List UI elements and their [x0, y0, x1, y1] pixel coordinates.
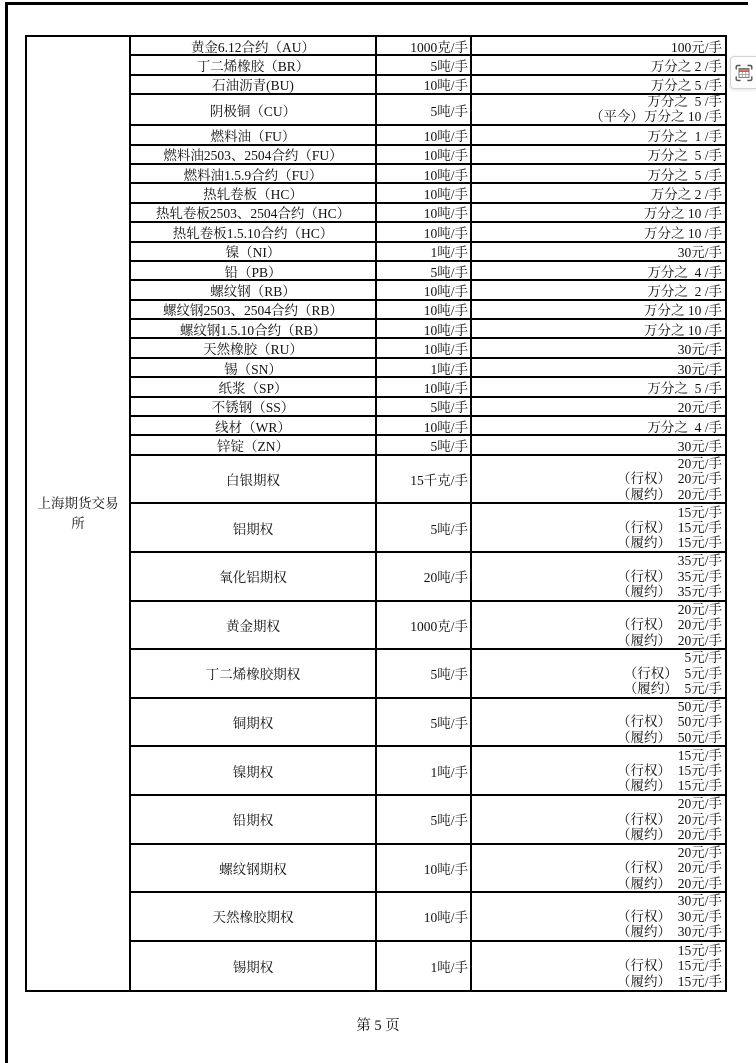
table-row	[131, 95, 725, 126]
fee-line: （履约） 30元/手	[616, 924, 722, 940]
fee-line: 万分之 10 /手	[643, 303, 722, 319]
contract-fee-cell	[472, 76, 725, 93]
contract-size: 10吨/手	[377, 320, 472, 337]
contract-size: 5吨/手	[377, 262, 472, 279]
contract-name: 线材（WR）	[131, 417, 377, 434]
fee-line: 万分之 1 /手	[647, 128, 722, 144]
contract-size: 5吨/手	[377, 796, 472, 843]
contract-size: 5吨/手	[377, 95, 472, 124]
fee-line: 30元/手	[677, 439, 722, 454]
fee-line: （行权） 15元/手	[616, 762, 722, 778]
contract-name: 燃料油2503、2504合约（FU）	[131, 146, 377, 163]
fee-line: （履约） 15元/手	[616, 535, 722, 551]
contract-size: 10吨/手	[377, 378, 472, 395]
contract-size: 20吨/手	[377, 553, 472, 600]
contract-name: 白银期权	[131, 456, 377, 503]
contract-fee-cell	[472, 942, 725, 991]
contract-fee-cell	[472, 602, 725, 649]
contract-name: 铜期权	[131, 699, 377, 746]
fee-line: 30元/手	[677, 361, 722, 377]
contract-fee-cell	[472, 893, 725, 940]
fee-line: 万分之 5 /手	[647, 167, 722, 183]
contract-fee-cell	[472, 243, 725, 260]
fee-line: （行权） 15元/手	[616, 958, 722, 974]
fee-line: （履约） 20元/手	[616, 826, 722, 842]
contract-fee-cell	[472, 359, 725, 376]
table-row	[131, 456, 725, 505]
contract-fee-cell	[472, 56, 725, 73]
fee-line: （履约） 15元/手	[616, 778, 722, 794]
contract-fee-cell	[472, 436, 725, 453]
fee-line: 万分之 10 /手	[643, 206, 722, 222]
fee-line: 15元/手	[677, 747, 722, 763]
table-row	[131, 76, 725, 95]
fee-line: （行权） 20元/手	[616, 617, 722, 633]
contract-fee-cell	[472, 845, 725, 892]
fee-line: （平今）万分之 10 /手	[589, 108, 722, 124]
table-row	[131, 165, 725, 184]
table-row	[131, 602, 725, 651]
contract-name: 镍（NI）	[131, 243, 377, 260]
extract-table-button[interactable]	[730, 56, 756, 89]
exchange-name-cell	[27, 37, 131, 990]
fee-line: 万分之 2 /手	[650, 187, 722, 202]
contract-size: 10吨/手	[377, 281, 472, 298]
contract-name: 天然橡胶（RU）	[131, 339, 377, 356]
contract-fee-cell	[472, 204, 725, 221]
contract-fee-cell	[472, 504, 725, 551]
contract-size: 5吨/手	[377, 699, 472, 746]
contract-size: 5吨/手	[377, 650, 472, 697]
contract-size: 10吨/手	[377, 893, 472, 940]
contract-fee-cell	[472, 417, 725, 434]
fee-line: （行权） 35元/手	[616, 568, 722, 584]
table-row	[131, 942, 725, 991]
fee-line: 万分之 2 /手	[647, 284, 722, 299]
contract-size: 10吨/手	[377, 165, 472, 182]
contract-name: 铅（PB）	[131, 262, 377, 279]
fee-line: （履约） 50元/手	[616, 729, 722, 745]
contract-name: 纸浆（SP）	[131, 378, 377, 395]
contract-fee-cell	[472, 165, 725, 182]
fee-line: （履约） 20元/手	[616, 632, 722, 648]
fee-line: （行权） 5元/手	[623, 665, 722, 681]
contract-fee-cell	[472, 320, 725, 337]
contract-name: 锌锭（ZN）	[131, 436, 377, 453]
table-row	[131, 504, 725, 553]
table-row	[131, 378, 725, 397]
contract-fee-cell	[472, 146, 725, 163]
contract-name: 热轧卷板1.5.10合约（HC）	[131, 223, 377, 240]
fee-line: 万分之 4 /手	[647, 264, 722, 280]
contract-name: 铅期权	[131, 796, 377, 843]
fee-line: 35元/手	[677, 553, 722, 569]
contract-size: 10吨/手	[377, 146, 472, 163]
fee-line: （行权） 15元/手	[616, 520, 722, 535]
contract-fee-cell	[472, 184, 725, 201]
contract-size: 5吨/手	[377, 436, 472, 453]
contract-size: 10吨/手	[377, 76, 472, 93]
contract-size: 1吨/手	[377, 747, 472, 794]
contract-fee-cell	[472, 301, 725, 318]
table-row	[131, 56, 725, 75]
contract-size: 10吨/手	[377, 339, 472, 356]
table-row	[131, 845, 725, 894]
fee-line: 万分之 2 /手	[650, 59, 722, 74]
fee-line: （履约） 35元/手	[616, 584, 722, 599]
contract-size: 5吨/手	[377, 56, 472, 73]
contract-fee-cell	[472, 378, 725, 395]
contract-name: 黄金6.12合约（AU）	[131, 37, 377, 54]
contract-name: 丁二烯橡胶（BR）	[131, 56, 377, 73]
page-number: 第 5 页	[356, 1018, 400, 1034]
fee-line: 万分之 5 /手	[647, 95, 722, 110]
contract-name: 丁二烯橡胶期权	[131, 650, 377, 697]
table-row	[131, 796, 725, 845]
fee-line: 万分之 4 /手	[647, 419, 722, 435]
fee-line: （履约） 20元/手	[616, 875, 722, 891]
table-row	[131, 436, 725, 455]
contract-fee-cell	[472, 223, 725, 240]
fee-line: 100元/手	[670, 39, 722, 55]
contract-fee-cell	[472, 339, 725, 356]
contract-name: 螺纹钢1.5.10合约（RB）	[131, 320, 377, 337]
table-row	[131, 417, 725, 436]
contract-size: 1吨/手	[377, 243, 472, 260]
contract-size: 10吨/手	[377, 845, 472, 892]
fee-line: （行权） 50元/手	[616, 714, 722, 730]
fee-line: 20元/手	[677, 456, 722, 471]
table-row	[131, 553, 725, 602]
fee-line: （行权） 20元/手	[616, 471, 722, 487]
table-row	[131, 37, 725, 56]
fee-table-rows	[131, 37, 725, 990]
contract-size: 10吨/手	[377, 126, 472, 143]
fee-line: （履约） 5元/手	[623, 681, 722, 697]
exchange-name: 上海期货交易所	[37, 495, 119, 531]
contract-name: 螺纹钢2503、2504合约（RB）	[131, 301, 377, 318]
contract-name: 铝期权	[131, 504, 377, 551]
contract-name: 热轧卷板（HC）	[131, 184, 377, 201]
table-row	[131, 893, 725, 942]
table-extract-icon	[735, 64, 753, 82]
table-row	[131, 146, 725, 165]
fee-line: 万分之 10 /手	[643, 225, 722, 241]
table-row	[131, 359, 725, 378]
contract-size: 1000克/手	[377, 602, 472, 649]
fee-line: （行权） 20元/手	[616, 860, 722, 876]
contract-size: 1吨/手	[377, 942, 472, 991]
table-row	[131, 339, 725, 358]
contract-name: 天然橡胶期权	[131, 893, 377, 940]
table-row	[131, 301, 725, 320]
contract-size: 10吨/手	[377, 184, 472, 201]
contract-fee-cell	[472, 650, 725, 697]
fee-table	[25, 35, 727, 992]
table-row	[131, 747, 725, 796]
contract-size: 10吨/手	[377, 204, 472, 221]
table-row	[131, 243, 725, 262]
contract-name: 石油沥青(BU)	[131, 76, 377, 93]
table-row	[131, 398, 725, 417]
contract-name: 不锈钢（SS）	[131, 398, 377, 415]
contract-fee-cell	[472, 126, 725, 143]
contract-size: 10吨/手	[377, 417, 472, 434]
contract-size: 5吨/手	[377, 398, 472, 415]
contract-name: 阴极铜（CU）	[131, 95, 377, 124]
contract-fee-cell	[472, 699, 725, 746]
contract-fee-cell	[472, 398, 725, 415]
contract-fee-cell	[472, 262, 725, 279]
contract-fee-cell	[472, 281, 725, 298]
contract-name: 氧化铝期权	[131, 553, 377, 600]
contract-size: 15千克/手	[377, 456, 472, 503]
table-row	[131, 204, 725, 223]
page-border-left	[5, 2, 8, 1063]
fee-line: 万分之 5 /手	[650, 78, 722, 94]
contract-name: 螺纹钢（RB）	[131, 281, 377, 298]
table-row	[131, 262, 725, 281]
table-row	[131, 126, 725, 145]
fee-line: 20元/手	[677, 400, 722, 416]
contract-fee-cell	[472, 796, 725, 843]
fee-line: 30元/手	[677, 245, 722, 260]
fee-line: 15元/手	[677, 504, 722, 520]
table-row	[131, 699, 725, 748]
contract-name: 螺纹钢期权	[131, 845, 377, 892]
table-row	[131, 320, 725, 339]
fee-line: 50元/手	[677, 698, 722, 714]
contract-fee-cell	[472, 37, 725, 54]
contract-fee-cell	[472, 553, 725, 600]
table-row	[131, 650, 725, 699]
contract-size: 5吨/手	[377, 504, 472, 551]
contract-name: 燃料油1.5.9合约（FU）	[131, 165, 377, 182]
fee-line: （行权） 30元/手	[616, 908, 722, 924]
page-border-top	[5, 2, 748, 5]
contract-size: 1吨/手	[377, 359, 472, 376]
fee-line: 30元/手	[677, 342, 722, 357]
contract-size: 10吨/手	[377, 223, 472, 240]
fee-line: 20元/手	[677, 601, 722, 617]
contract-size: 10吨/手	[377, 301, 472, 318]
fee-line: （履约） 15元/手	[616, 973, 722, 989]
contract-fee-cell	[472, 747, 725, 794]
contract-fee-cell	[472, 456, 725, 503]
fee-line: 15元/手	[677, 942, 722, 958]
contract-name: 热轧卷板2503、2504合约（HC）	[131, 204, 377, 221]
contract-name: 锡（SN）	[131, 359, 377, 376]
fee-line: （行权） 20元/手	[616, 811, 722, 827]
fee-line: （履约） 20元/手	[616, 486, 722, 502]
fee-line: 万分之 5 /手	[647, 380, 722, 396]
contract-name: 镍期权	[131, 747, 377, 794]
contract-size: 1000克/手	[377, 37, 472, 54]
table-row	[131, 184, 725, 203]
table-row	[131, 223, 725, 242]
fee-line: 20元/手	[677, 844, 722, 860]
fee-line: 万分之 5 /手	[647, 148, 722, 163]
fee-line: 30元/手	[677, 893, 722, 909]
contract-name: 黄金期权	[131, 602, 377, 649]
fee-line: 5元/手	[684, 650, 722, 666]
table-row	[131, 281, 725, 300]
fee-line: 20元/手	[677, 796, 722, 812]
fee-line: 万分之 10 /手	[643, 322, 722, 338]
contract-name: 燃料油（FU）	[131, 126, 377, 143]
contract-name: 锡期权	[131, 942, 377, 991]
contract-fee-cell	[472, 95, 725, 124]
